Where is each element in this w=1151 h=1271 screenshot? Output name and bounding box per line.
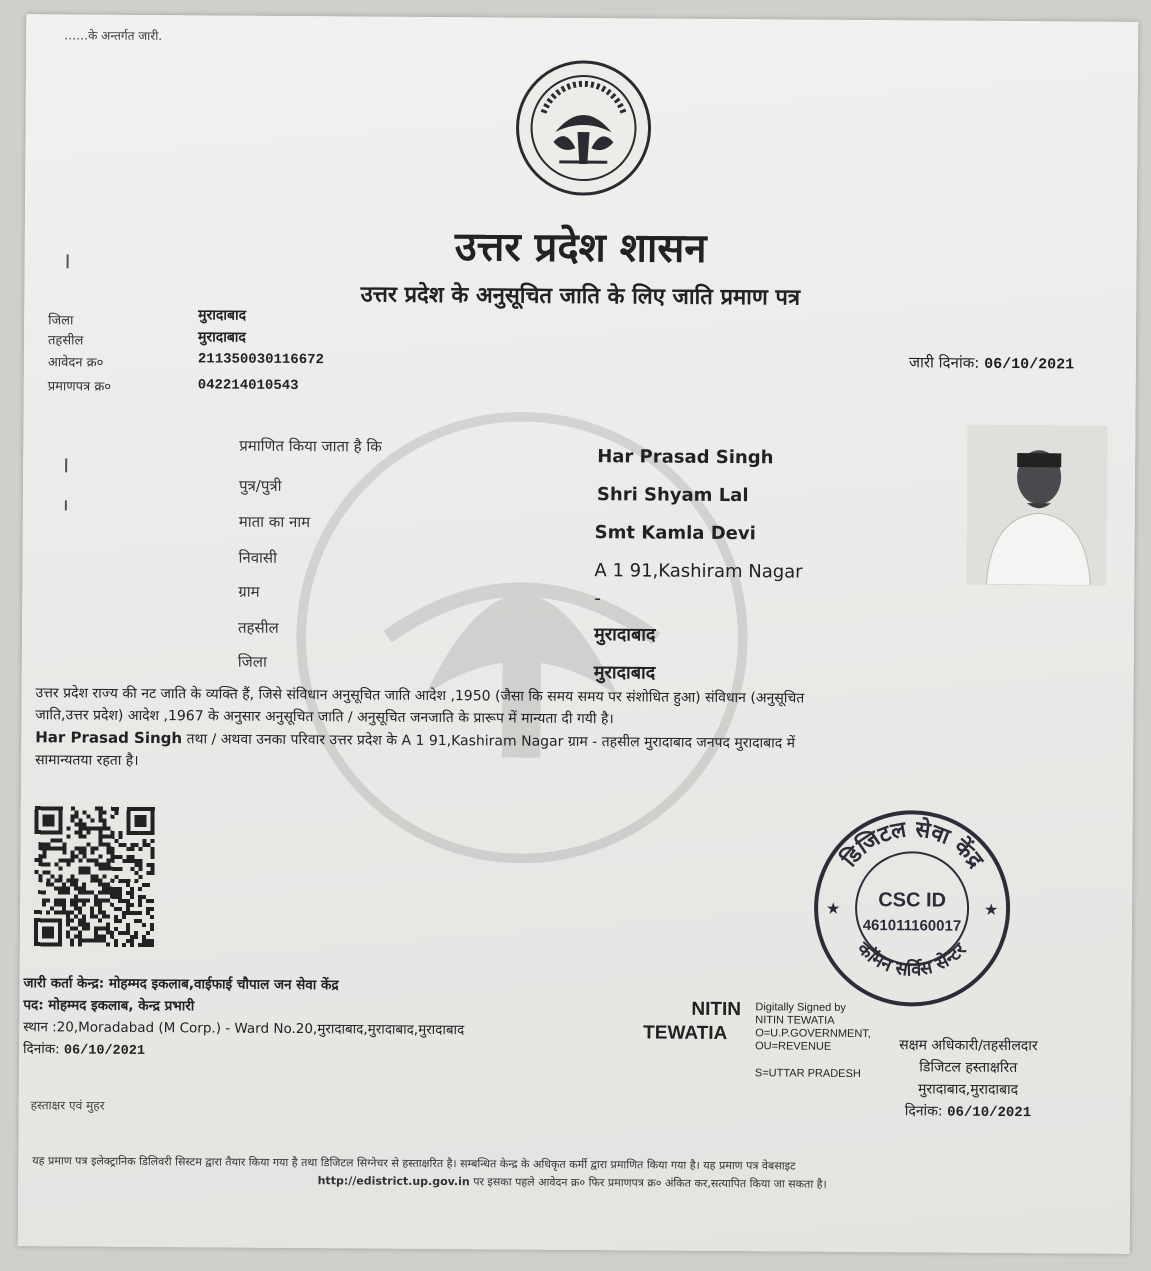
verification-url-link[interactable]: http://edistrict.up.gov.in [317,1174,470,1189]
csc-stamp [811,808,1012,1009]
statement-name: Har Prasad Singh [35,728,183,748]
person-photo-icon [966,425,1107,586]
field-label-resident: निवासी [238,548,278,567]
meta-value-application-no: 211350030116672 [197,351,324,369]
officer-line-2: डिजिटल हस्ताक्षरित [919,1059,1018,1077]
center-line-3: स्थान :20,Moradabad (M Corp.) - Ward No.20,मुरादाबाद,मुरादाबाद,मुरादाबाद [23,1019,465,1039]
dsig-line-1: Digitally Signed by [755,1001,846,1014]
field-label-tehsil: तहसील [237,618,279,637]
stamp-top-text: डिजिटल सेवा केंद्र [837,817,988,873]
meta-value-district: मुरादाबाद [198,307,247,324]
stamp-bottom-text: कॉमन सर्विस सेन्टर [852,938,971,981]
dsig-line-3: O=U.P.GOVERNMENT, [755,1027,871,1041]
margin-tick [65,500,67,510]
up-government-emblem-icon [513,58,654,199]
field-value-parent: Shri Shyam Lal [596,484,749,507]
statement-line-2: जाति,उत्तर प्रदेश) आदेश ,1967 के अनुसार अनुसूचित जाति / अनुसूचित जनजाति के प्रारूप में मान्यता दी गयी है। [35,707,614,728]
center-line-2: पद: मोहम्मद इकलाब, केन्द्र प्रभारी [23,997,195,1015]
field-value-village: - [594,588,601,610]
officer-line-3: मुरादाबाद,मुरादाबाद [917,1081,1019,1099]
stamp-star-left-icon: ★ [826,898,841,918]
issuing-center-info [23,972,465,1065]
footer-note [32,1152,1112,1196]
officer-date-label: दिनांक: [904,1103,943,1120]
issue-date [909,352,1074,373]
watermark-emblem-icon [237,396,803,880]
field-label-mother: माता का नाम [238,512,311,532]
field-label-parent: पुत्र/पुत्री [238,476,282,495]
field-label-village: ग्राम [238,582,260,601]
certificate-sheet [18,14,1139,1254]
applicant-photo [966,425,1107,586]
officer-date [899,1100,1038,1124]
meta-value-certificate-no: 042214010543 [197,377,299,395]
issue-date-value: 06/10/2021 [984,355,1075,374]
meta-label-district: जिला [48,313,74,329]
dsig-line-5: S=UTTAR PRADESH [754,1067,861,1080]
officer-block [899,1034,1038,1124]
margin-tick [65,458,67,472]
qr-code-icon [30,802,159,951]
document-subtitle: उत्तर प्रदेश के अनुसूचित जाति के लिए जाति प्रमाण पत्र [360,281,801,311]
center-date-value: 06/10/2021 [63,1043,146,1059]
footer-line-2-text: पर इसका पहले आवेदन क्र० फिर प्रमाणपत्र क्र० अंकित कर,सत्यापित किया जा सकता है। [469,1175,827,1191]
officer-date-value: 06/10/2021 [947,1104,1032,1122]
stamp-csc-label: CSC ID [878,889,947,912]
signer-name-line1: NITIN [691,998,742,1021]
stamp-star-right-icon: ★ [984,899,999,919]
field-label-name: प्रमाणित किया जाता है कि [239,436,382,456]
top-note: ……के अन्तर्गत जारी. [64,28,163,44]
field-value-name: Har Prasad Singh [597,446,774,469]
field-value-resident: A 1 91,Kashiram Nagar [594,560,803,583]
signer-name-line2: TEWATIA [643,1022,728,1045]
center-line-1: जारी कर्ता केन्द्र: मोहम्मद इकलाब,वाईफाई चौपाल जन सेवा केंद्र [23,975,339,994]
field-label-district: जिला [237,652,267,671]
officer-line-1: सक्षम अधिकारी/तहसीलदार [899,1037,1038,1055]
margin-tick [67,254,69,268]
statement-line-4: सामान्यतया रहता है। [35,752,139,769]
statement-line-1: उत्तर प्रदेश राज्य की नट जाति के व्यक्ति हैं, जिसे संविधान अनुसूचित जाति आदेश ,1950 (जैसा कि समय समय पर संशोधित हुआ) संविधान (अनुसूचित [35,685,805,707]
document-title: उत्तर प्रदेश शासन [454,223,707,272]
footer-line-1: यह प्रमाण पत्र इलेक्ट्रानिक डिलिवरी सिस्टम द्वारा तैयार किया गया है तथा डिजिटल सिग्नेचर से हस्ताक्षरित है। सम्बन्धित केन्द्र के अधिकृत कर्मी द्वारा प्रमाणित किया गया है। यह प्रमाण पत्र वेबसाइट [32,1154,796,1173]
digital-signature-block [755,1001,871,1081]
statement-line-3-text: तथा / अथवा उनका परिवार उत्तर प्रदेश के A 1 91,Kashiram Nagar ग्राम - तहसील मुरादाबाद जनपद मुरादाबाद में [182,731,796,752]
meta-label-tehsil: तहसील [47,333,84,349]
signature-seal-label: हस्ताक्षर एवं मुहर [30,1098,105,1113]
field-value-district: मुरादाबाद [593,662,656,684]
dsig-line-4: OU=REVENUE [755,1040,832,1053]
meta-value-tehsil: मुरादाबाद [198,329,246,346]
stamp-csc-id: 461011160017 [862,916,962,935]
certificate-statement [35,682,1096,778]
issue-date-label: जारी दिनांक: [908,353,980,372]
center-date [23,1038,464,1065]
center-date-label: दिनांक: [23,1041,60,1058]
field-value-mother: Smt Kamla Devi [594,522,756,545]
meta-label-certificate-no: प्रमाणपत्र क्र० [47,379,112,395]
dsig-line-2: NITIN TEWATIA [755,1014,835,1027]
field-value-tehsil: मुरादाबाद [593,624,656,646]
meta-label-application-no: आवेदन क्र० [47,355,104,371]
